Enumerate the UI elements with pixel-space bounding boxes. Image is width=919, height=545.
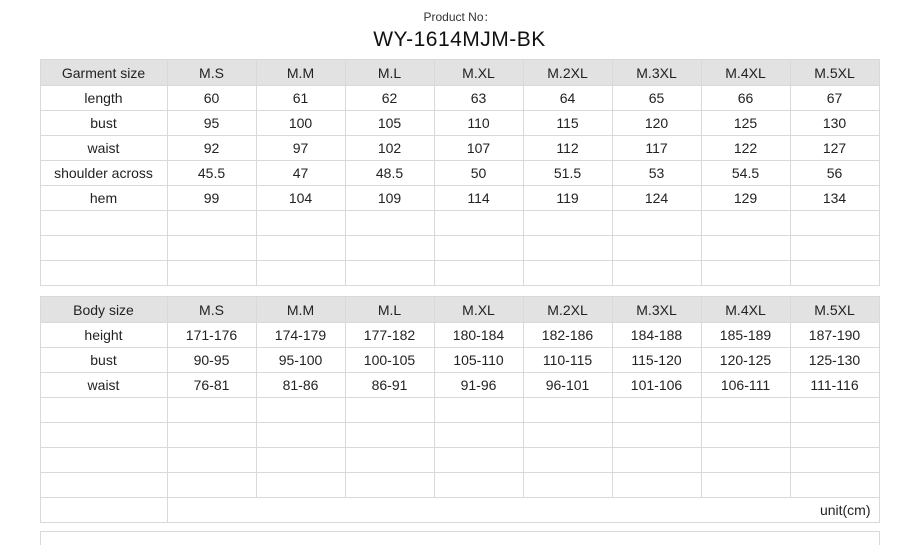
garment-size-header-cell: M.XL [434,60,523,86]
unit-note: unit(cm) [167,498,879,523]
table-cell [701,236,790,261]
table-cell [434,261,523,286]
garment-size-header-cell: M.L [345,60,434,86]
table-cell: 124 [612,186,701,211]
table-cell [701,398,790,423]
table-cell: 112 [523,136,612,161]
table-cell: 171-176 [167,323,256,348]
table-cell [434,398,523,423]
table-cell: 104 [256,186,345,211]
table-cell [345,398,434,423]
garment-size-header-cell: M.4XL [701,60,790,86]
table-cell: 115 [523,111,612,136]
table-cell: 54.5 [701,161,790,186]
table-cell [612,236,701,261]
body-size-table [40,296,880,523]
table-cell: 64 [523,86,612,111]
table-cell [612,448,701,473]
table-cell [256,423,345,448]
table-cell: 105 [345,111,434,136]
table-cell [256,236,345,261]
table-cell: 111-116 [790,373,879,398]
table-row-empty [40,423,879,448]
table-row [40,136,879,161]
table-cell [345,423,434,448]
row-label: bust [40,111,167,136]
table-cell [345,261,434,286]
table-cell [701,261,790,286]
table-cell [256,398,345,423]
body-size-header-cell: M.XL [434,297,523,323]
table-cell: 101-106 [612,373,701,398]
table-cell [256,473,345,498]
table-cell: 134 [790,186,879,211]
table-cell [523,423,612,448]
table-cell [790,261,879,286]
table-cell [345,236,434,261]
table-cell [256,261,345,286]
product-no-label: Product No： [423,10,496,24]
table-cell: 129 [701,186,790,211]
table-cell [612,398,701,423]
table-cell [612,473,701,498]
table-cell: 96-101 [523,373,612,398]
table-cell: 105-110 [434,348,523,373]
table-cell [434,423,523,448]
table-cell: 109 [345,186,434,211]
table-cell: 184-188 [612,323,701,348]
table-cell: 61 [256,86,345,111]
table-cell: 114 [434,186,523,211]
table-row-empty [40,398,879,423]
garment-size-header-cell: M.S [167,60,256,86]
table-row [40,323,879,348]
table-cell: 92 [167,136,256,161]
row-label [40,423,167,448]
row-label [40,398,167,423]
table-cell [701,211,790,236]
table-cell: 177-182 [345,323,434,348]
table-cell [434,448,523,473]
table-cell: 60 [167,86,256,111]
table-cell: 65 [612,86,701,111]
row-label [40,448,167,473]
table-cell [701,423,790,448]
table-cell [167,261,256,286]
product-no-value: WY-1614MJM-BK [373,28,546,51]
row-label: bust [40,348,167,373]
table-cell [790,398,879,423]
body-size-header-cell: M.M [256,297,345,323]
table-row-empty [40,261,879,286]
table-cell [612,261,701,286]
table-cell [434,211,523,236]
table-cell [167,473,256,498]
table-cell: 130 [790,111,879,136]
row-label: hem [40,186,167,211]
table-cell: 99 [167,186,256,211]
garment-size-header-cell: M.M [256,60,345,86]
table-cell [167,423,256,448]
table-row [40,186,879,211]
body-size-table-body [40,297,879,523]
table-cell: 110-115 [523,348,612,373]
row-label: waist [40,373,167,398]
table-cell: 50 [434,161,523,186]
garment-size-header-cell: M.3XL [612,60,701,86]
table-cell: 115-120 [612,348,701,373]
table-cell: 117 [612,136,701,161]
table-cell [701,473,790,498]
row-label [40,498,167,523]
garment-size-table-body [40,60,879,286]
table-cell [790,236,879,261]
table-cell: 187-190 [790,323,879,348]
table-cell: 107 [434,136,523,161]
table-cell: 53 [612,161,701,186]
table-cell: 47 [256,161,345,186]
body-size-header-cell: M.5XL [790,297,879,323]
table-cell: 100 [256,111,345,136]
row-label [40,261,167,286]
table-cell: 95-100 [256,348,345,373]
table-cell: 95 [167,111,256,136]
table-row [40,111,879,136]
table-cell [701,448,790,473]
page-header [0,0,919,53]
table-cell: 86-91 [345,373,434,398]
table-cell [790,448,879,473]
table-cell: 67 [790,86,879,111]
body-size-header-cell: M.S [167,297,256,323]
table-cell: 180-184 [434,323,523,348]
table-cell: 76-81 [167,373,256,398]
table-cell: 127 [790,136,879,161]
table-cell [256,448,345,473]
table-cell: 120-125 [701,348,790,373]
table-cell [345,211,434,236]
garment-size-header-cell: M.2XL [523,60,612,86]
table-cell: 120 [612,111,701,136]
table-cell [523,236,612,261]
table-cell [612,423,701,448]
table-row [40,161,879,186]
table-cell [167,448,256,473]
table-cell: 63 [434,86,523,111]
table-gap [0,286,919,296]
row-label [40,211,167,236]
body-size-header-cell: M.4XL [701,297,790,323]
table-cell [790,473,879,498]
table-cell: 119 [523,186,612,211]
table-cell [523,211,612,236]
table-cell [434,473,523,498]
bottom-border-strip [40,531,880,545]
table-cell [256,211,345,236]
row-label: shoulder across [40,161,167,186]
table-cell: 110 [434,111,523,136]
table-cell: 91-96 [434,373,523,398]
table-cell: 51.5 [523,161,612,186]
row-label: height [40,323,167,348]
table-cell: 182-186 [523,323,612,348]
garment-size-table [40,59,880,286]
row-label: waist [40,136,167,161]
table-cell [167,211,256,236]
table-cell: 56 [790,161,879,186]
table-row-empty [40,473,879,498]
table-cell: 102 [345,136,434,161]
table-cell [345,448,434,473]
table-cell: 125-130 [790,348,879,373]
table-cell: 45.5 [167,161,256,186]
table-cell: 106-111 [701,373,790,398]
garment-size-header-row [40,60,879,86]
table-cell: 125 [701,111,790,136]
body-size-header-cell: M.2XL [523,297,612,323]
garment-size-header-cell: Garment size [40,60,167,86]
table-cell: 90-95 [167,348,256,373]
garment-size-header-cell: M.5XL [790,60,879,86]
body-size-header-row [40,297,879,323]
table-cell [523,261,612,286]
body-size-header-cell: Body size [40,297,167,323]
table-cell [790,211,879,236]
table-cell: 81-86 [256,373,345,398]
table-row-empty [40,211,879,236]
table-row-empty [40,448,879,473]
table-cell [523,448,612,473]
table-row [40,86,879,111]
table-cell: 66 [701,86,790,111]
table-row [40,373,879,398]
table-cell [345,473,434,498]
table-cell: 122 [701,136,790,161]
row-label [40,236,167,261]
row-label: length [40,86,167,111]
body-size-header-cell: M.L [345,297,434,323]
table-cell: 174-179 [256,323,345,348]
table-cell [523,398,612,423]
table-cell [523,473,612,498]
table-cell [612,211,701,236]
table-cell [434,236,523,261]
table-row [40,348,879,373]
table-row-empty [40,236,879,261]
table-cell [167,236,256,261]
table-cell [167,398,256,423]
table-cell: 48.5 [345,161,434,186]
table-cell: 97 [256,136,345,161]
table-cell: 100-105 [345,348,434,373]
table-cell: 62 [345,86,434,111]
body-size-header-cell: M.3XL [612,297,701,323]
table-cell: 185-189 [701,323,790,348]
table-cell [790,423,879,448]
row-label [40,473,167,498]
unit-row [40,498,879,523]
